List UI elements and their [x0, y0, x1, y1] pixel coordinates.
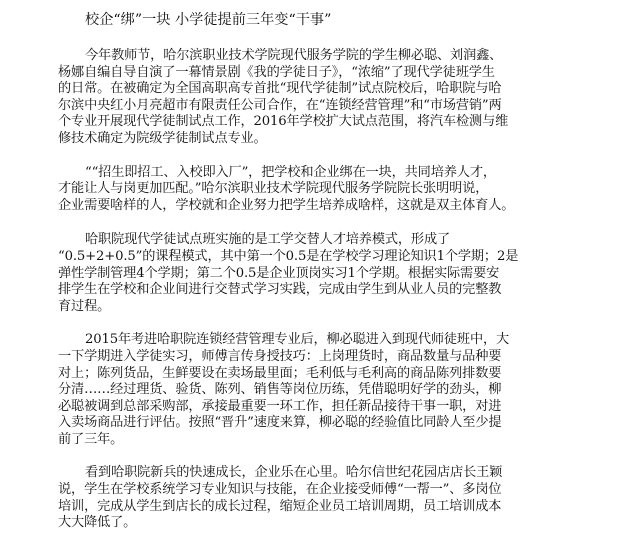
article [58, 10, 606, 532]
paragraph-line: 必聪被调到总部采购部，承接最重要一环工作，担任新品接待干事一职，对进 [58, 398, 502, 414]
paragraph-line: 前了三年。 [58, 431, 124, 447]
paragraph-3 [58, 232, 606, 315]
paragraph-line: 今年教师节，哈尔滨职业技术学院现代服务学院的学生柳必聪、刘润鑫、 [85, 48, 503, 63]
paragraph-4 [58, 332, 606, 448]
paragraph-line: 一下学期进入学徒实习，师傅言传身授技巧：上岗理货时，商品数量与品种要 [58, 348, 502, 364]
paragraph-line: ““招生即招工、入校即入厂”，把学校和企业绑在一块，共同培养人才， [85, 164, 496, 180]
paragraph-2 [58, 165, 606, 215]
paragraph-line: 才能让人与岗更加匹配。”哈尔滨职业技术学院现代服务学院院长张明明说， [58, 181, 489, 197]
paragraph-line: 2015年考进哈职院连锁经营管理专业后，柳必聪进入到现代师徒班中，大 [85, 332, 510, 348]
paragraph-line: “0.5+2+0.5”的课程模式，其中第一个0.5是在学校学习理论知识1个学期；2是 [58, 248, 519, 264]
paragraph-line: 看到哈职院新兵的快速成长，企业乐在心里。哈尔信世纪花园店店长王颖 [85, 465, 503, 481]
paragraph-line: 杨娜自编自导自演了一幕情景剧《我的学徒日子》，“浓缩”了现代学徒班学生 [58, 64, 495, 80]
paragraph-line: 排学生在学校和企业间进行交替式学习实践，完成由学生到从业人员的完整教 [58, 282, 502, 298]
paragraph-line: 入卖场商品进行评估。按照“晋升”速度来算，柳必聪的经验值比同龄人至少提 [58, 415, 502, 431]
paragraph-line: 育过程。 [58, 298, 111, 314]
paragraph-line: 哈职院现代学徒试点班实施的是工学交替人才培养模式，形成了 [85, 232, 451, 248]
paragraph-line: 弹性学制管理4个学期；第二个0.5是企业顶岗实习1个学期。根据实际需要安 [58, 265, 500, 281]
paragraph-line: 说，学生在学校系统学习专业知识与技能，在企业接受师傅“一帮一”、多岗位 [58, 482, 502, 498]
paragraph-line: 对上；陈列货品，生鲜要设在卖场最里面；毛利低与毛利高的商品陈列排数要 [58, 365, 502, 381]
article-title: 校企“绑”一块 小学徒提前三年变“干事” [85, 12, 332, 28]
paragraph-line: 培训，完成从学生到店长的成长过程，缩短企业员工培训周期，员工培训成本 [58, 498, 502, 514]
paragraph-line: 分清……经过理货、验货、陈列、销售等岗位历练，凭借聪明好学的劲头，柳 [58, 382, 502, 398]
paragraph-1 [58, 48, 606, 148]
paragraph-line: 尔滨中央红小月亮超市有限责任公司合作，在“连锁经营管理”和“市场营销”两 [58, 97, 502, 113]
paragraph-line: 大大降低了。 [58, 515, 137, 531]
paragraph-line: 的日常。在被确定为全国高职高专首批“现代学徒制”试点院校后，哈职院与哈 [58, 81, 502, 97]
paragraph-line: 修技术确定为院级学徒制试点专业。 [58, 130, 267, 146]
paragraph-5 [58, 465, 606, 531]
paragraph-line: 个专业开展现代学徒制试点工作，2016年学校扩大试点范围，将汽车检测与维 [58, 114, 509, 130]
paragraph-line: 企业需要啥样的人，学校就和企业努力把学生培养成啥样，这就是双主体育人。 [58, 197, 515, 213]
